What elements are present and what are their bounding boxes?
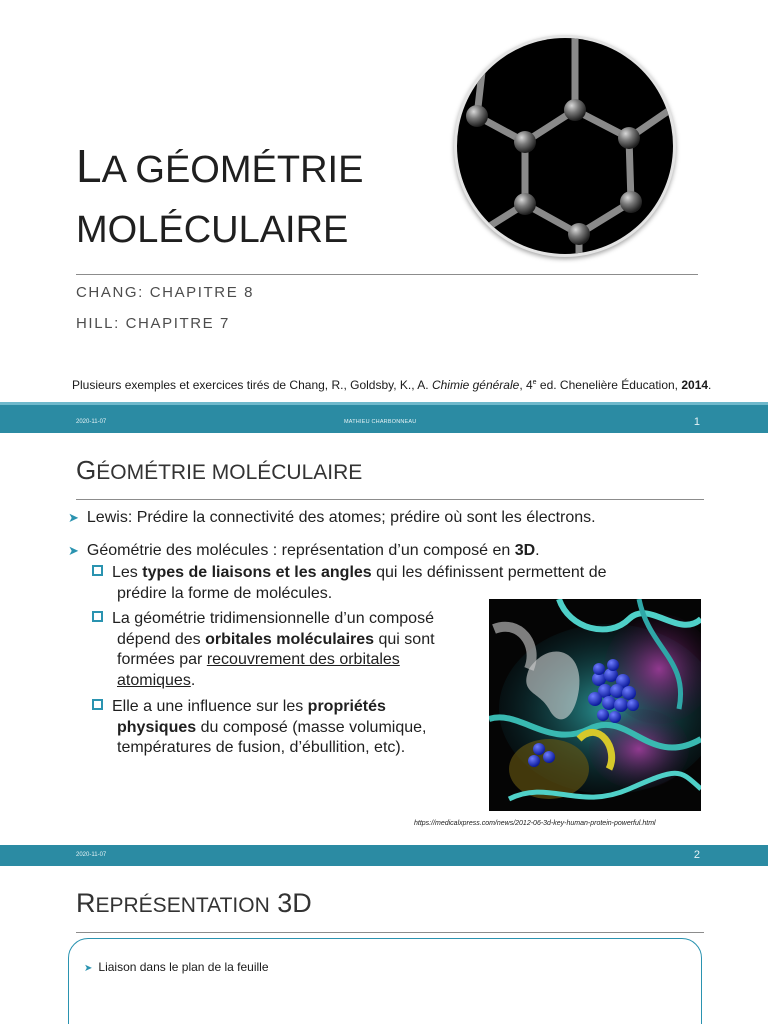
title-rest: ÉOMÉTRIE MOLÉCULAIRE [96, 461, 363, 484]
subtitle-chang: CHANG: CHAPITRE 8 [76, 284, 255, 301]
credit-book: Chimie générale [431, 378, 520, 392]
sub-text: dépend des [117, 630, 206, 648]
title-line2: MOLÉCULAIRE [76, 209, 349, 251]
sub-text: qui sont [374, 630, 435, 648]
credit-sup: e [532, 379, 537, 386]
checkbox-bullet-icon [92, 699, 103, 710]
sub-underline: recouvrement des orbitales [206, 651, 400, 668]
bullet-end: . [535, 542, 540, 559]
slide-1-title [76, 138, 456, 258]
arrow-bullet-icon: ➤ [68, 510, 79, 525]
bullet-bold: 3D [514, 542, 536, 559]
sub-text: qui les définissent permettent de [371, 564, 607, 581]
protein-image [489, 599, 701, 811]
sub-text: formées par [117, 651, 207, 668]
footer-date: 2020-11-07 [76, 419, 107, 425]
sub-bullet-types [92, 563, 682, 604]
panel-bullet-text: Liaison dans le plan de la feuille [98, 960, 269, 974]
slide-2-title [76, 455, 362, 486]
sub-text: du composé (masse volumique, [196, 718, 427, 736]
content-panel [68, 938, 702, 1024]
credit-line [72, 378, 711, 392]
bullet-geometry [68, 541, 540, 561]
slide-2 [0, 433, 768, 845]
title-3d: 3D [269, 888, 312, 918]
sub-end: . [190, 671, 196, 689]
page-number: 1 [693, 416, 700, 428]
sub-text: La géométrie tridimensionnelle d’un composé [112, 610, 434, 627]
sub-bullet-properties [92, 697, 482, 759]
slide-1 [0, 0, 768, 402]
sub-bold: physiques [117, 718, 197, 736]
bullet-lewis [68, 508, 596, 528]
sub-bold: types de liaisons et les angles [142, 564, 372, 581]
bullet-text: Géométrie des molécules : représentation d’un composé en [86, 542, 515, 559]
slide-2-footer [0, 845, 768, 866]
sub-underline: atomiques [117, 671, 191, 689]
page-number: 2 [693, 849, 700, 861]
footer-date: 2020-11-07 [76, 852, 107, 858]
title-divider [76, 274, 698, 275]
credit-end: . [708, 378, 712, 392]
panel-bullet [84, 960, 269, 974]
slide-3-title [76, 888, 312, 919]
credit-publisher: ed. Chenelière Éducation, [536, 378, 682, 392]
title-rest: A GÉOMÉTRIE [101, 149, 364, 191]
title-rest: EPRÉSENTATION [95, 894, 270, 917]
sub-text: températures de fusion, d’ébullition, etc). [117, 739, 406, 756]
bullet-text: Lewis: Prédire la connectivité des atomes; prédire où sont les électrons. [86, 509, 596, 526]
credit-year: 2014 [681, 378, 709, 392]
title-divider [76, 499, 704, 500]
sub-bullet-orbitals [92, 609, 482, 691]
benzene-ring-graphic [457, 38, 673, 254]
title-divider [76, 932, 704, 933]
footer-author: MATHIEU CHARBONNEAU [344, 419, 417, 425]
slide-1-footer [0, 402, 768, 433]
arrow-bullet-icon: ➤ [84, 963, 93, 974]
title-initial: R [76, 888, 96, 918]
sub-text: Les [112, 564, 143, 581]
footer-stripe [0, 402, 768, 405]
sub-text-line2: prédire la forme de molécules. [117, 584, 333, 602]
sub-bold: propriétés [307, 698, 386, 715]
slide-3 [0, 866, 768, 1024]
title-initial: G [76, 455, 97, 485]
sub-text: Elle a une influence sur les [112, 698, 308, 715]
credit-mid: , 4 [519, 378, 533, 392]
sub-bold: orbitales moléculaires [205, 630, 375, 648]
molecule-image [457, 38, 673, 254]
title-initial: L [76, 140, 102, 192]
checkbox-bullet-icon [92, 611, 103, 622]
image-source-url[interactable]: https://medicalxpress.com/news/2012-06-3d-key-human-protein-powerful.html [414, 820, 656, 827]
checkbox-bullet-icon [92, 565, 103, 576]
subtitle-hill: HILL: CHAPITRE 7 [76, 315, 230, 332]
protein-graphic [489, 599, 701, 811]
arrow-bullet-icon: ➤ [68, 543, 79, 558]
credit-text: Plusieurs exemples et exercices tirés de Chang, R., Goldsby, K., A. [72, 378, 432, 392]
